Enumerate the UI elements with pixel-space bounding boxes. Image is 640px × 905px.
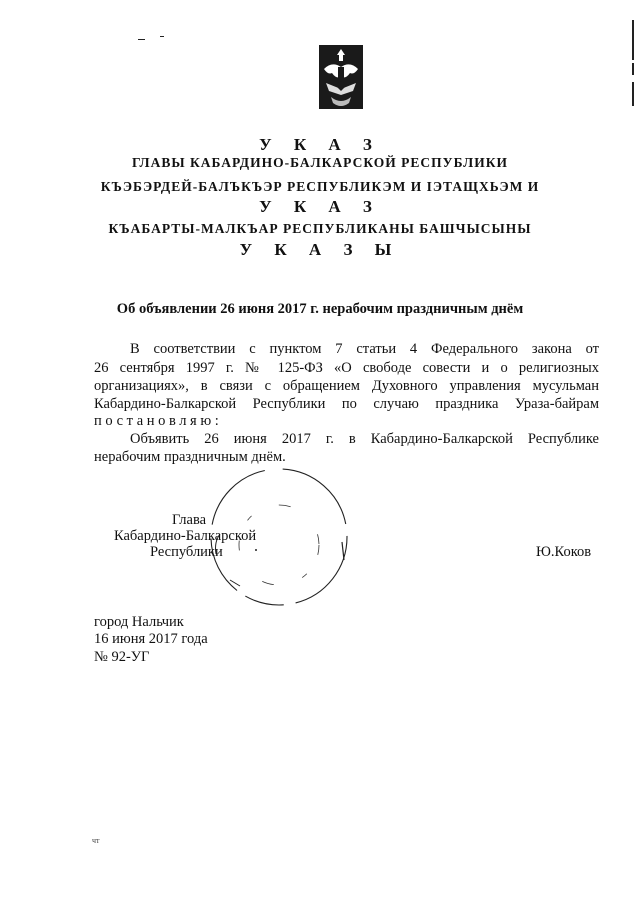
body-line: В соответствии с пунктом 7 статьи 4 Федерального закона от [130,341,599,357]
body-line: 26 сентября 1997 г. № 125-ФЗ «О свободе совести и о религиозных [94,360,599,376]
scan-mark [160,36,164,37]
scan-edge-line [632,20,634,60]
coat-of-arms-emblem [316,43,366,113]
scan-mark [138,39,145,40]
body-line: Объявить 26 июня 2017 г. в Кабардино-Балкарской Республике [130,431,599,447]
signatory-title-line: Республики [150,544,223,560]
header-title-kbd: У К А З [259,197,381,216]
body-line: организациях», в связи с обращением Духовного управления мусульман [94,378,599,394]
header-subtitle-kbd: КЪЭБЭРДЕЙ-БАЛЪКЪЭР РЕСПУБЛИКЭМ И ІЭТАЩХЬЭМ И [100,179,540,194]
issue-date: 16 июня 2017 года [94,631,208,647]
decree-number: № 92-УГ [94,649,150,665]
scan-edge-line [632,82,634,106]
signatory-title-line: Глава [172,512,207,528]
header-subtitle-krc: КЪАБАРТЫ-МАЛКЪАР РЕСПУБЛИКАНЫ БАШЧЫСЫНЫ [108,221,532,236]
header-title-ru: У К А З [259,135,381,154]
header-title-krc: У К А З Ы [239,240,401,259]
decree-subject: Об объявлении 26 июня 2017 г. нерабочим праздничным днём [116,301,524,317]
body-line: нерабочим праздничным днём. [94,449,286,465]
signatory-title-line: Кабардино-Балкарской [114,528,257,544]
typist-initials: чт [92,836,100,845]
signatory-name: Ю.Коков [536,544,592,560]
body-line: Кабардино-Балкарской Республики по случаю праздника Ураза-байрам [94,396,599,412]
header-subtitle-ru: ГЛАВЫ КАБАРДИНО-БАЛКАРСКОЙ РЕСПУБЛИКИ [131,155,509,170]
scan-edge-line [632,63,634,75]
decree-keyword: постановляю: [94,413,223,429]
issue-city: город Нальчик [94,614,184,630]
